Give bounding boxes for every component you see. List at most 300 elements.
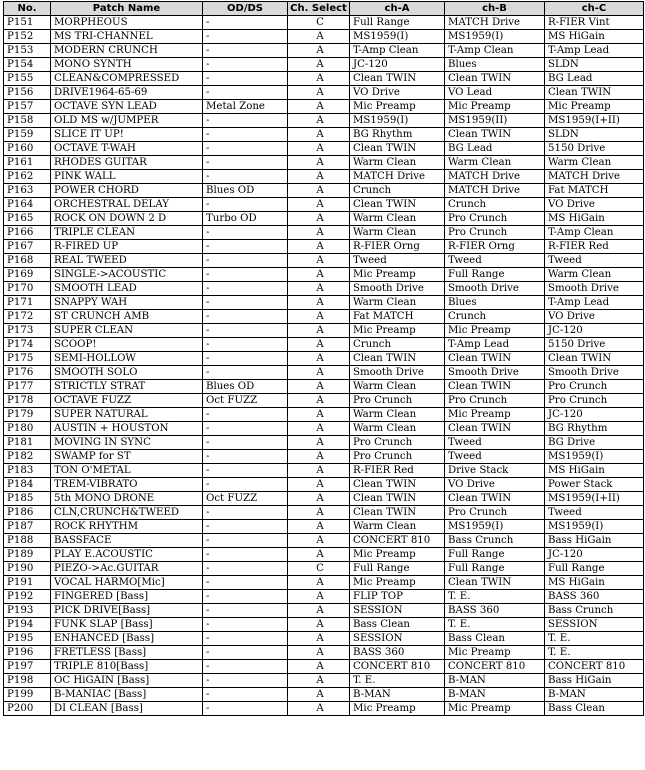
cell-patch-name: R-FIRED UP	[51, 240, 203, 254]
cell-ch-a: R-FIER Red	[350, 464, 445, 478]
table-row	[4, 128, 644, 142]
cell-ch-c: VO Drive	[545, 310, 644, 324]
cell-ch-b: Crunch	[445, 198, 545, 212]
cell-no: P198	[4, 674, 51, 688]
cell-ch-b: MATCH Drive	[445, 16, 545, 30]
cell-ch-c: JC-120	[545, 324, 644, 338]
cell-patch-name: B-MANIAC [Bass]	[51, 688, 203, 702]
cell-ch-a: CONCERT 810	[350, 534, 445, 548]
cell-ch-c: Pro Crunch	[545, 380, 644, 394]
cell-ch-a: Clean TWIN	[350, 492, 445, 506]
table-row	[4, 422, 644, 436]
cell-ch-select: A	[288, 352, 350, 366]
cell-ch-c: Power Stack	[545, 478, 644, 492]
cell-no: P191	[4, 576, 51, 590]
cell-ch-c: Bass Clean	[545, 702, 644, 716]
cell-ch-b: Pro Crunch	[445, 212, 545, 226]
cell-patch-name: TRIPLE 810[Bass]	[51, 660, 203, 674]
cell-no: P169	[4, 268, 51, 282]
cell-od-ds: -	[203, 30, 288, 44]
cell-ch-a: Clean TWIN	[350, 72, 445, 86]
cell-od-ds: Turbo OD	[203, 212, 288, 226]
cell-ch-c: MS1959(I)	[545, 450, 644, 464]
cell-ch-b: B-MAN	[445, 688, 545, 702]
cell-ch-b: Smooth Drive	[445, 366, 545, 380]
patch-list-page	[3, 1, 644, 716]
table-row	[4, 170, 644, 184]
cell-ch-c: MS HiGain	[545, 30, 644, 44]
cell-ch-c: Bass Crunch	[545, 604, 644, 618]
cell-ch-select: A	[288, 296, 350, 310]
cell-ch-b: B-MAN	[445, 674, 545, 688]
cell-ch-select: A	[288, 254, 350, 268]
cell-ch-a: Pro Crunch	[350, 436, 445, 450]
cell-patch-name: SMOOTH SOLO	[51, 366, 203, 380]
cell-od-ds: -	[203, 44, 288, 58]
cell-ch-b: Tweed	[445, 450, 545, 464]
cell-ch-a: Warm Clean	[350, 408, 445, 422]
cell-patch-name: OC HiGAIN [Bass]	[51, 674, 203, 688]
cell-no: P174	[4, 338, 51, 352]
cell-ch-c: T-Amp Lead	[545, 296, 644, 310]
cell-no: P158	[4, 114, 51, 128]
cell-od-ds: -	[203, 170, 288, 184]
cell-od-ds: -	[203, 352, 288, 366]
cell-od-ds: -	[203, 548, 288, 562]
cell-ch-a: Clean TWIN	[350, 198, 445, 212]
cell-ch-c: Bass HiGain	[545, 674, 644, 688]
cell-no: P189	[4, 548, 51, 562]
cell-od-ds: -	[203, 534, 288, 548]
table-row	[4, 450, 644, 464]
table-row	[4, 576, 644, 590]
table-row	[4, 16, 644, 30]
cell-ch-select: A	[288, 156, 350, 170]
cell-ch-a: Mic Preamp	[350, 324, 445, 338]
cell-no: P151	[4, 16, 51, 30]
cell-ch-b: Clean TWIN	[445, 492, 545, 506]
cell-od-ds: -	[203, 268, 288, 282]
cell-ch-select: A	[288, 142, 350, 156]
cell-ch-c: BG Drive	[545, 436, 644, 450]
cell-no: P167	[4, 240, 51, 254]
cell-ch-c: Warm Clean	[545, 268, 644, 282]
cell-patch-name: 5th MONO DRONE	[51, 492, 203, 506]
cell-od-ds: Blues OD	[203, 380, 288, 394]
cell-ch-c: MS HiGain	[545, 212, 644, 226]
cell-no: P163	[4, 184, 51, 198]
cell-no: P153	[4, 44, 51, 58]
cell-ch-select: C	[288, 16, 350, 30]
cell-od-ds: -	[203, 408, 288, 422]
cell-ch-a: MS1959(I)	[350, 114, 445, 128]
cell-od-ds: -	[203, 296, 288, 310]
cell-od-ds: -	[203, 576, 288, 590]
table-row	[4, 464, 644, 478]
cell-patch-name: SMOOTH LEAD	[51, 282, 203, 296]
cell-ch-c: T. E.	[545, 632, 644, 646]
header-ch-a: ch-A	[350, 2, 445, 16]
cell-patch-name: ST CRUNCH AMB	[51, 310, 203, 324]
cell-no: P184	[4, 478, 51, 492]
cell-patch-name: MODERN CRUNCH	[51, 44, 203, 58]
cell-ch-c: Bass HiGain	[545, 534, 644, 548]
cell-ch-b: BASS 360	[445, 604, 545, 618]
cell-no: P168	[4, 254, 51, 268]
cell-no: P176	[4, 366, 51, 380]
cell-od-ds: -	[203, 450, 288, 464]
table-row	[4, 212, 644, 226]
cell-ch-b: Drive Stack	[445, 464, 545, 478]
table-row	[4, 338, 644, 352]
cell-no: P187	[4, 520, 51, 534]
cell-patch-name: OCTAVE SYN LEAD	[51, 100, 203, 114]
cell-ch-b: Mic Preamp	[445, 100, 545, 114]
cell-ch-select: A	[288, 408, 350, 422]
cell-patch-name: CLEAN&COMPRESSED	[51, 72, 203, 86]
cell-ch-c: Tweed	[545, 254, 644, 268]
table-row	[4, 282, 644, 296]
cell-ch-select: A	[288, 450, 350, 464]
cell-od-ds: -	[203, 506, 288, 520]
cell-ch-c: Smooth Drive	[545, 282, 644, 296]
table-row	[4, 268, 644, 282]
table-row	[4, 436, 644, 450]
table-row	[4, 562, 644, 576]
cell-ch-c: JC-120	[545, 548, 644, 562]
cell-no: P159	[4, 128, 51, 142]
cell-patch-name: SINGLE->ACOUSTIC	[51, 268, 203, 282]
cell-no: P162	[4, 170, 51, 184]
cell-od-ds: -	[203, 282, 288, 296]
cell-no: P196	[4, 646, 51, 660]
cell-ch-b: R-FIER Orng	[445, 240, 545, 254]
cell-ch-b: Clean TWIN	[445, 380, 545, 394]
cell-patch-name: SNAPPY WAH	[51, 296, 203, 310]
cell-ch-b: VO Drive	[445, 478, 545, 492]
cell-ch-select: A	[288, 170, 350, 184]
table-row	[4, 646, 644, 660]
cell-ch-a: Smooth Drive	[350, 282, 445, 296]
cell-od-ds: -	[203, 142, 288, 156]
cell-ch-a: Warm Clean	[350, 520, 445, 534]
cell-ch-a: Bass Clean	[350, 618, 445, 632]
cell-patch-name: CLN,CRUNCH&TWEED	[51, 506, 203, 520]
cell-ch-select: A	[288, 114, 350, 128]
cell-ch-a: FLIP TOP	[350, 590, 445, 604]
table-row	[4, 604, 644, 618]
cell-ch-select: A	[288, 184, 350, 198]
cell-od-ds: -	[203, 562, 288, 576]
cell-ch-b: Warm Clean	[445, 156, 545, 170]
cell-ch-select: A	[288, 688, 350, 702]
cell-patch-name: SLICE IT UP!	[51, 128, 203, 142]
cell-patch-name: MONO SYNTH	[51, 58, 203, 72]
cell-ch-b: Pro Crunch	[445, 394, 545, 408]
table-row	[4, 184, 644, 198]
cell-no: P157	[4, 100, 51, 114]
cell-ch-b: T-Amp Lead	[445, 338, 545, 352]
cell-patch-name: ENHANCED [Bass]	[51, 632, 203, 646]
cell-ch-a: MS1959(I)	[350, 30, 445, 44]
cell-patch-name: MORPHEOUS	[51, 16, 203, 30]
cell-no: P152	[4, 30, 51, 44]
cell-ch-a: Clean TWIN	[350, 352, 445, 366]
cell-ch-select: A	[288, 632, 350, 646]
cell-no: P161	[4, 156, 51, 170]
cell-ch-a: Clean TWIN	[350, 506, 445, 520]
cell-ch-c: Tweed	[545, 506, 644, 520]
cell-ch-select: A	[288, 506, 350, 520]
table-row	[4, 534, 644, 548]
cell-no: P160	[4, 142, 51, 156]
cell-ch-c: JC-120	[545, 408, 644, 422]
cell-od-ds: -	[203, 114, 288, 128]
table-row	[4, 58, 644, 72]
cell-patch-name: DI CLEAN [Bass]	[51, 702, 203, 716]
cell-patch-name: FUNK SLAP [Bass]	[51, 618, 203, 632]
table-row	[4, 310, 644, 324]
cell-ch-b: Blues	[445, 296, 545, 310]
cell-ch-a: Warm Clean	[350, 156, 445, 170]
cell-no: P177	[4, 380, 51, 394]
cell-ch-select: A	[288, 380, 350, 394]
cell-patch-name: TON O'METAL	[51, 464, 203, 478]
cell-no: P193	[4, 604, 51, 618]
cell-ch-select: A	[288, 44, 350, 58]
cell-ch-b: Pro Crunch	[445, 506, 545, 520]
cell-ch-c: Fat MATCH	[545, 184, 644, 198]
table-row	[4, 352, 644, 366]
cell-patch-name: ROCK ON DOWN 2 D	[51, 212, 203, 226]
cell-ch-select: A	[288, 100, 350, 114]
cell-od-ds: Oct FUZZ	[203, 492, 288, 506]
cell-od-ds: -	[203, 198, 288, 212]
cell-od-ds: -	[203, 128, 288, 142]
header-ch-select: Ch. Select	[288, 2, 350, 16]
cell-ch-a: Warm Clean	[350, 422, 445, 436]
cell-patch-name: SWAMP for ST	[51, 450, 203, 464]
table-row	[4, 618, 644, 632]
cell-patch-name: SUPER NATURAL	[51, 408, 203, 422]
cell-ch-c: MS1959(I+II)	[545, 114, 644, 128]
cell-patch-name: TREM-VIBRATO	[51, 478, 203, 492]
cell-patch-name: OCTAVE FUZZ	[51, 394, 203, 408]
cell-patch-name: REAL TWEED	[51, 254, 203, 268]
cell-ch-b: Clean TWIN	[445, 352, 545, 366]
cell-ch-b: Clean TWIN	[445, 72, 545, 86]
cell-no: P182	[4, 450, 51, 464]
cell-no: P170	[4, 282, 51, 296]
cell-ch-c: R-FIER Red	[545, 240, 644, 254]
cell-patch-name: SEMI-HOLLOW	[51, 352, 203, 366]
cell-ch-b: MS1959(II)	[445, 114, 545, 128]
cell-no: P166	[4, 226, 51, 240]
cell-od-ds: -	[203, 702, 288, 716]
cell-patch-name: SUPER CLEAN	[51, 324, 203, 338]
cell-od-ds: -	[203, 674, 288, 688]
cell-no: P195	[4, 632, 51, 646]
patch-table	[3, 1, 644, 716]
table-row	[4, 198, 644, 212]
cell-ch-a: BASS 360	[350, 646, 445, 660]
cell-od-ds: -	[203, 464, 288, 478]
cell-patch-name: PINK WALL	[51, 170, 203, 184]
cell-ch-a: B-MAN	[350, 688, 445, 702]
cell-ch-a: SESSION	[350, 604, 445, 618]
cell-ch-c: BG Rhythm	[545, 422, 644, 436]
cell-ch-b: Crunch	[445, 310, 545, 324]
cell-ch-b: MATCH Drive	[445, 184, 545, 198]
cell-ch-b: T. E.	[445, 590, 545, 604]
cell-ch-a: VO Drive	[350, 86, 445, 100]
cell-od-ds: -	[203, 156, 288, 170]
table-row	[4, 548, 644, 562]
cell-ch-b: CONCERT 810	[445, 660, 545, 674]
table-row	[4, 240, 644, 254]
cell-ch-select: A	[288, 282, 350, 296]
cell-ch-c: BG Lead	[545, 72, 644, 86]
cell-ch-c: VO Drive	[545, 198, 644, 212]
cell-ch-b: Pro Crunch	[445, 226, 545, 240]
cell-no: P164	[4, 198, 51, 212]
cell-ch-b: Tweed	[445, 436, 545, 450]
cell-od-ds: -	[203, 240, 288, 254]
cell-od-ds: -	[203, 310, 288, 324]
cell-ch-select: A	[288, 674, 350, 688]
cell-ch-c: Pro Crunch	[545, 394, 644, 408]
cell-ch-b: T-Amp Clean	[445, 44, 545, 58]
cell-ch-c: MS HiGain	[545, 464, 644, 478]
cell-ch-select: A	[288, 212, 350, 226]
cell-ch-select: A	[288, 338, 350, 352]
cell-ch-c: Mic Preamp	[545, 100, 644, 114]
cell-no: P156	[4, 86, 51, 100]
cell-od-ds: -	[203, 366, 288, 380]
cell-ch-c: Warm Clean	[545, 156, 644, 170]
cell-patch-name: MS TRI-CHANNEL	[51, 30, 203, 44]
cell-no: P180	[4, 422, 51, 436]
cell-ch-select: A	[288, 618, 350, 632]
table-row	[4, 142, 644, 156]
cell-od-ds: -	[203, 338, 288, 352]
cell-ch-select: A	[288, 422, 350, 436]
cell-od-ds: -	[203, 618, 288, 632]
cell-ch-b: Mic Preamp	[445, 702, 545, 716]
cell-patch-name: PIEZO->Ac.GUITAR	[51, 562, 203, 576]
cell-no: P173	[4, 324, 51, 338]
cell-ch-c: Smooth Drive	[545, 366, 644, 380]
cell-patch-name: OLD MS w/JUMPER	[51, 114, 203, 128]
cell-patch-name: RHODES GUITAR	[51, 156, 203, 170]
cell-ch-c: Clean TWIN	[545, 86, 644, 100]
cell-ch-c: B-MAN	[545, 688, 644, 702]
cell-no: P172	[4, 310, 51, 324]
cell-ch-a: Mic Preamp	[350, 576, 445, 590]
cell-od-ds: -	[203, 590, 288, 604]
cell-od-ds: Metal Zone	[203, 100, 288, 114]
cell-ch-select: A	[288, 86, 350, 100]
cell-ch-a: Clean TWIN	[350, 478, 445, 492]
cell-no: P183	[4, 464, 51, 478]
cell-patch-name: PICK DRIVE[Bass]	[51, 604, 203, 618]
table-row	[4, 478, 644, 492]
cell-ch-b: Smooth Drive	[445, 282, 545, 296]
cell-patch-name: ROCK RHYTHM	[51, 520, 203, 534]
cell-patch-name: TRIPLE CLEAN	[51, 226, 203, 240]
cell-ch-a: Warm Clean	[350, 212, 445, 226]
cell-ch-a: Warm Clean	[350, 226, 445, 240]
cell-ch-c: Full Range	[545, 562, 644, 576]
cell-ch-a: Full Range	[350, 16, 445, 30]
cell-ch-select: A	[288, 660, 350, 674]
cell-ch-c: T-Amp Lead	[545, 44, 644, 58]
cell-od-ds: -	[203, 254, 288, 268]
cell-ch-select: A	[288, 198, 350, 212]
table-body	[4, 16, 644, 716]
cell-no: P188	[4, 534, 51, 548]
cell-ch-select: A	[288, 72, 350, 86]
cell-ch-a: Pro Crunch	[350, 450, 445, 464]
table-row	[4, 324, 644, 338]
cell-patch-name: OCTAVE T-WAH	[51, 142, 203, 156]
cell-no: P185	[4, 492, 51, 506]
cell-ch-a: Pro Crunch	[350, 394, 445, 408]
cell-ch-select: A	[288, 548, 350, 562]
cell-no: P171	[4, 296, 51, 310]
cell-patch-name: AUSTIN + HOUSTON	[51, 422, 203, 436]
cell-patch-name: FINGERED [Bass]	[51, 590, 203, 604]
header-row	[4, 2, 644, 16]
cell-ch-c: Clean TWIN	[545, 352, 644, 366]
cell-od-ds: -	[203, 226, 288, 240]
cell-ch-b: Clean TWIN	[445, 576, 545, 590]
cell-ch-a: Crunch	[350, 338, 445, 352]
cell-ch-a: MATCH Drive	[350, 170, 445, 184]
cell-ch-c: CONCERT 810	[545, 660, 644, 674]
cell-no: P181	[4, 436, 51, 450]
table-row	[4, 380, 644, 394]
table-row	[4, 100, 644, 114]
cell-ch-b: MS1959(I)	[445, 520, 545, 534]
cell-ch-a: Mic Preamp	[350, 548, 445, 562]
cell-od-ds: -	[203, 688, 288, 702]
cell-ch-select: A	[288, 576, 350, 590]
cell-ch-a: T-Amp Clean	[350, 44, 445, 58]
cell-ch-b: Full Range	[445, 268, 545, 282]
cell-ch-c: T. E.	[545, 646, 644, 660]
cell-no: P155	[4, 72, 51, 86]
table-row	[4, 394, 644, 408]
cell-ch-select: A	[288, 58, 350, 72]
cell-ch-select: A	[288, 30, 350, 44]
cell-od-ds: -	[203, 16, 288, 30]
cell-od-ds: -	[203, 72, 288, 86]
cell-od-ds: -	[203, 632, 288, 646]
table-row	[4, 366, 644, 380]
cell-ch-a: Clean TWIN	[350, 142, 445, 156]
cell-ch-select: A	[288, 128, 350, 142]
cell-ch-b: Mic Preamp	[445, 646, 545, 660]
cell-ch-a: Warm Clean	[350, 380, 445, 394]
table-row	[4, 86, 644, 100]
cell-od-ds: -	[203, 422, 288, 436]
cell-ch-select: A	[288, 492, 350, 506]
cell-od-ds: -	[203, 478, 288, 492]
cell-od-ds: -	[203, 324, 288, 338]
cell-ch-a: Fat MATCH	[350, 310, 445, 324]
cell-ch-b: VO Lead	[445, 86, 545, 100]
